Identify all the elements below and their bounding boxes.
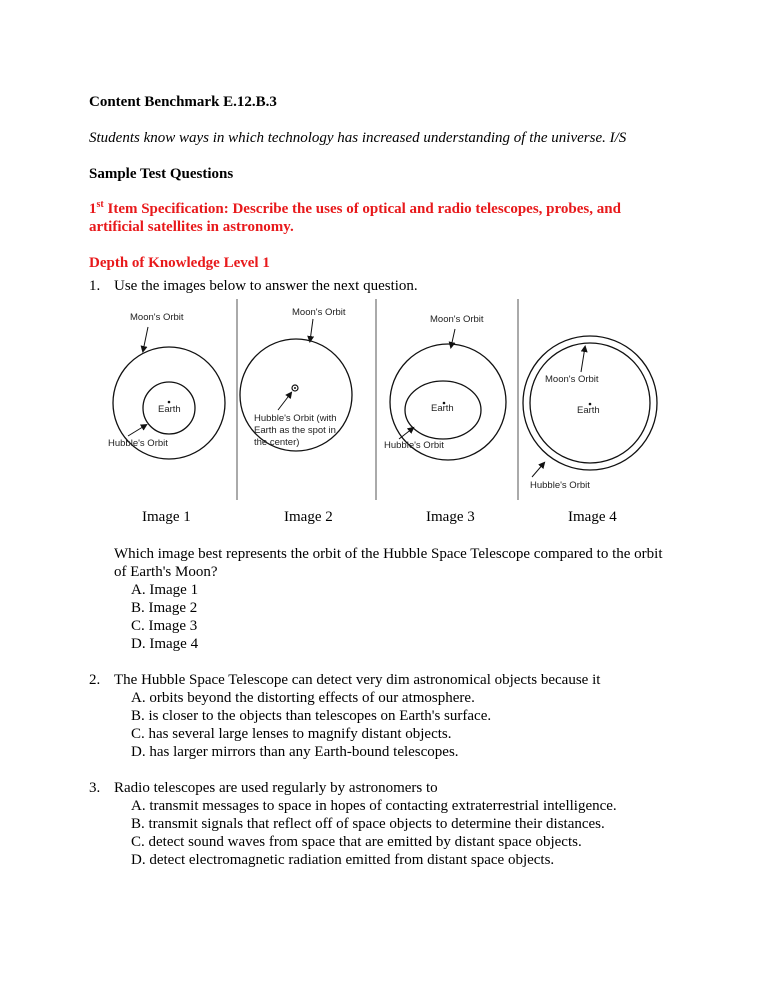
question-1-prompt-line2: of Earth's Moon? xyxy=(114,564,218,580)
benchmark-title: Content Benchmark E.12.B.3 xyxy=(89,94,277,110)
item-specification-line2: artificial satellites in astronomy. xyxy=(89,219,294,235)
question-2-option-c xyxy=(131,726,452,743)
option-text: has larger mirrors than any Earth-bound telescopes. xyxy=(149,744,459,760)
question-1-option-d xyxy=(131,636,198,653)
item-spec-number: 1 xyxy=(89,201,97,217)
option-letter: B. xyxy=(131,600,145,616)
item-spec-text: Item Specification: Describe the uses of optical and radio telescopes, probes, and xyxy=(103,201,621,217)
panel4-hubble-label: Hubble's Orbit xyxy=(530,480,590,491)
option-text: detect electromagnetic radiation emitted from distant space objects. xyxy=(149,852,555,868)
question-3-option-a xyxy=(131,798,617,815)
panel4-moon-label: Moon's Orbit xyxy=(545,374,599,385)
option-letter: C. xyxy=(131,726,145,742)
benchmark-statement: Students know ways in which technology has increased understanding of the universe. I/S xyxy=(89,130,627,146)
question-2-number: 2. xyxy=(89,672,101,688)
option-letter: B. xyxy=(131,708,145,724)
question-1-prompt-line1: Which image best represents the orbit of the Hubble Space Telescope compared to the orbit xyxy=(114,546,663,562)
panel1-moon-label: Moon's Orbit xyxy=(130,312,184,323)
image-caption-4: Image 4 xyxy=(568,509,617,525)
panel2-hubble-label-2: Earth as the spot in xyxy=(254,425,336,436)
question-1-option-a xyxy=(131,582,198,599)
orbit-comparison-figure xyxy=(100,297,680,502)
question-3-stem: Radio telescopes are used regularly by astronomers to xyxy=(114,780,438,796)
question-3-option-b xyxy=(131,816,605,833)
panel3-hubble-label: Hubble's Orbit xyxy=(384,440,444,451)
option-text: Image 4 xyxy=(149,636,199,652)
section-title: Sample Test Questions xyxy=(89,166,234,182)
option-text: Image 2 xyxy=(148,600,198,616)
panel3-earth-label: Earth xyxy=(431,403,454,414)
panel1-earth-dot xyxy=(168,401,171,404)
question-1-stem: Use the images below to answer the next question. xyxy=(114,278,418,294)
panel3-moon-label: Moon's Orbit xyxy=(430,314,484,325)
panel1-earth-label: Earth xyxy=(158,404,181,415)
panel1-hubble-label: Hubble's Orbit xyxy=(108,438,168,449)
question-3-option-c xyxy=(131,834,582,851)
option-letter: C. xyxy=(131,618,145,634)
depth-of-knowledge: Depth of Knowledge Level 1 xyxy=(89,255,270,271)
question-3-number: 3. xyxy=(89,780,101,796)
question-1-option-c xyxy=(131,618,197,635)
question-1-option-b xyxy=(131,600,197,617)
question-3-option-d xyxy=(131,852,554,869)
option-letter: A. xyxy=(131,798,146,814)
option-text: detect sound waves from space that are emitted by distant space objects. xyxy=(148,834,582,850)
option-text: transmit signals that reflect off of space objects to determine their distances. xyxy=(148,816,605,832)
image-caption-3: Image 3 xyxy=(426,509,475,525)
question-2-option-a xyxy=(131,690,475,707)
image-caption-2: Image 2 xyxy=(284,509,333,525)
panel2-hubble-label-3: the center) xyxy=(254,437,300,448)
panel2-hubble-label-1: Hubble's Orbit (with xyxy=(254,413,337,424)
item-spec-sup: st xyxy=(96,199,104,210)
option-text: is closer to the objects than telescopes on Earth's surface. xyxy=(148,708,492,724)
option-letter: A. xyxy=(131,690,146,706)
option-letter: D. xyxy=(131,636,146,652)
option-text: transmit messages to space in hopes of contacting extraterrestrial intelligence. xyxy=(149,798,617,814)
panel2-moon-label: Moon's Orbit xyxy=(292,307,346,318)
question-2-option-d xyxy=(131,744,459,761)
option-letter: B. xyxy=(131,816,145,832)
question-2-stem: The Hubble Space Telescope can detect very dim astronomical objects because it xyxy=(114,672,601,688)
image-caption-1: Image 1 xyxy=(142,509,191,525)
option-letter: C. xyxy=(131,834,145,850)
option-text: Image 1 xyxy=(149,582,199,598)
option-letter: A. xyxy=(131,582,146,598)
question-1-number: 1. xyxy=(89,278,101,294)
orbit-diagram xyxy=(100,297,680,502)
option-letter: D. xyxy=(131,852,146,868)
item-specification-line1 xyxy=(89,201,621,218)
question-2-option-b xyxy=(131,708,491,725)
option-text: Image 3 xyxy=(148,618,198,634)
panel4-earth-label: Earth xyxy=(577,405,600,416)
option-text: orbits beyond the distorting effects of our atmosphere. xyxy=(149,690,475,706)
option-text: has several large lenses to magnify distant objects. xyxy=(148,726,452,742)
option-letter: D. xyxy=(131,744,146,760)
